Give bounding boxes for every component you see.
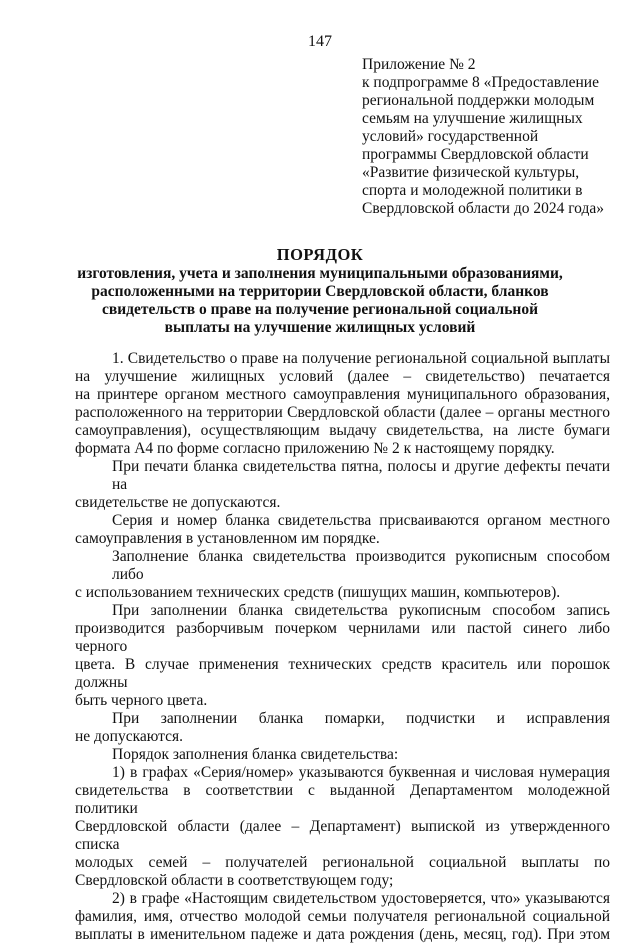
page-number: 147 <box>308 33 332 50</box>
appendix-line: Свердловской области до 2024 года» <box>362 200 604 217</box>
appendix-line: к подпрограмме 8 «Предоставление <box>362 74 599 91</box>
appendix-line: региональной поддержки молодым <box>362 92 595 109</box>
body-line: цвета. В случае применения технических средств краситель или порошок должны <box>75 656 610 691</box>
body-line: быть черного цвета. <box>75 692 208 709</box>
body-line: Свердловской области (далее – Департамент) выпиской из утвержденного списка <box>75 818 610 853</box>
document-body <box>75 350 610 944</box>
appendix-line: спорта и молодежной политики в <box>362 182 583 199</box>
title-subtitle-line: выплаты на улучшение жилищных условий <box>164 319 476 336</box>
body-line: свидетельства в соответствии с выданной Департаментом молодежной политики <box>75 782 610 817</box>
title-subtitle-line: свидетельств о праве на получение региональной социальной <box>101 301 539 318</box>
body-line: фамилия, имя, отчество молодой семьи получателя региональной социальной <box>75 908 610 925</box>
body-line: самоуправления), осуществляющим выдачу свидетельства, на листе бумаги <box>75 422 610 439</box>
body-line: свидетельстве не допускаются. <box>75 494 281 511</box>
body-line: формата А4 по форме согласно приложению № 2 к настоящему порядку. <box>75 440 555 457</box>
title-subtitle <box>60 265 580 337</box>
body-line: молодых семей – получателей региональной социальной выплаты по <box>75 854 610 871</box>
body-line: расположенного на территории Свердловской области (далее – органы местного <box>75 404 610 421</box>
body-line: При заполнении бланка помарки, подчистки и исправления <box>112 710 610 727</box>
body-line: Серия и номер бланка свидетельства присваиваются органом местного <box>112 512 610 529</box>
appendix-line: семьям на улучшение жилищных <box>362 110 583 127</box>
appendix-line: Приложение № 2 <box>362 56 476 73</box>
body-line: Свердловской области в соответствующем году; <box>75 872 394 889</box>
title-main: ПОРЯДОК <box>276 245 364 264</box>
body-line: При заполнении бланка свидетельства рукописным способом запись <box>112 602 610 619</box>
body-line: не допускаются. <box>75 728 184 745</box>
body-line: 2) в графе «Настоящим свидетельством удостоверяется, что» указываются <box>112 890 610 907</box>
body-line: выплаты в именительном падеже и дата рождения (день, месяц, год). При этом <box>75 926 610 943</box>
body-line: с использованием технических средств (пишущих машин, компьютеров). <box>75 584 561 601</box>
body-line: на улучшение жилищных условий (далее – свидетельство) печатается <box>75 368 610 385</box>
body-line: 1) в графах «Серия/номер» указываются буквенная и числовая нумерация <box>112 764 610 781</box>
document-title <box>60 245 580 337</box>
body-line: 1. Свидетельство о праве на получение региональной социальной выплаты <box>112 350 610 367</box>
body-line: Заполнение бланка свидетельства производится рукописным способом либо <box>112 548 610 583</box>
appendix-reference <box>362 56 620 218</box>
body-line: самоуправления в установленном им порядке. <box>75 530 380 547</box>
body-line: производится разборчивым почерком чернилами или пастой синего либо черного <box>75 620 610 655</box>
title-subtitle-line: изготовления, учета и заполнения муниципальными образованиями, <box>77 265 563 282</box>
body-line: на принтере органом местного самоуправления муниципального образования, <box>75 386 610 403</box>
appendix-line: «Развитие физической культуры, <box>362 164 580 181</box>
title-subtitle-line: расположенными на территории Свердловской области, бланков <box>91 283 549 300</box>
body-line: Порядок заполнения бланка свидетельства: <box>112 746 399 763</box>
body-line: При печати бланка свидетельства пятна, полосы и другие дефекты печати на <box>112 458 610 493</box>
appendix-line: условий» государственной <box>362 128 539 145</box>
appendix-line: программы Свердловской области <box>362 146 589 163</box>
